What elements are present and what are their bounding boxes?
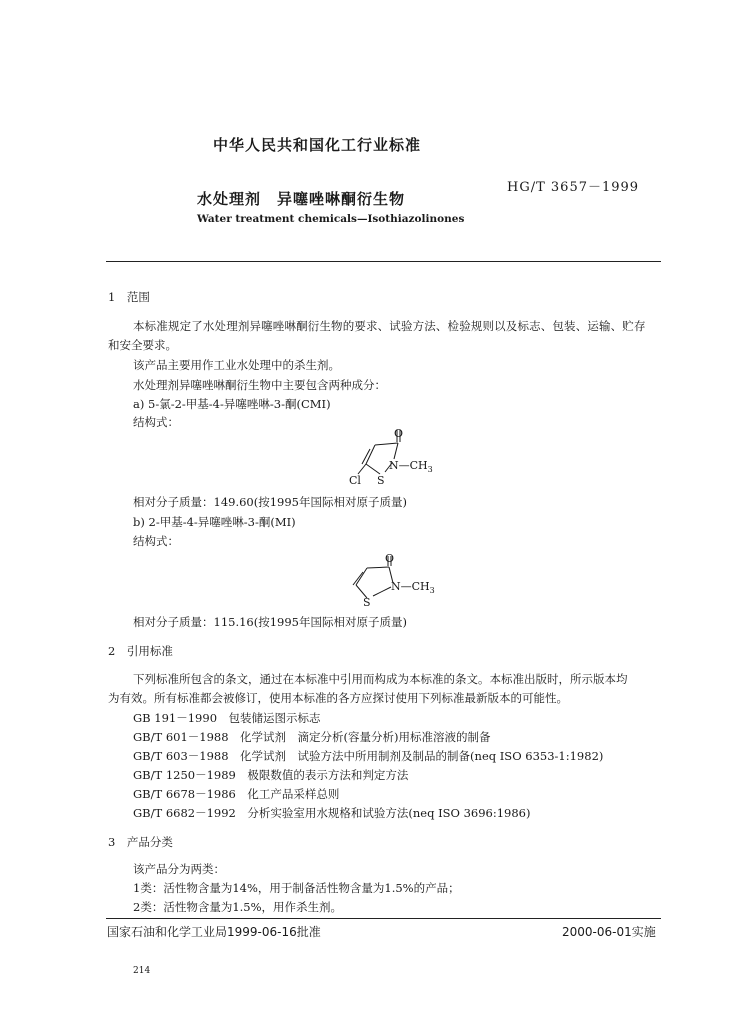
paragraph-line: 和安全要求。 (108, 338, 177, 352)
list-item: a) 5-氯-2-甲基-4-异噻唑啉-3-酮(CMI) (133, 397, 331, 411)
molecular-mass: 相对分子质量：149.60(按1995年国际相对原子质量) (133, 495, 407, 509)
reference-item: GB/T 6682－1992 分析实验室用水规格和试验方法(neq ISO 3696:1986) (133, 806, 531, 820)
subscript: 3 (429, 586, 435, 595)
atom-n-text: N—CH (391, 580, 430, 593)
doc-title-cn: 水处理剂 异噻唑啉酮衍生物 (197, 190, 406, 208)
page-number: 214 (133, 966, 151, 976)
paragraph-line: 该产品主要用作工业水处理中的杀生剂。 (133, 358, 340, 372)
paragraph-line: 下列标准所包含的条文，通过在本标准中引用而构成为本标准的条文。本标准出版时，所示版本均 (133, 672, 628, 686)
org-title: 中华人民共和国化工行业标准 (213, 136, 422, 154)
structure-label: 结构式： (133, 415, 179, 429)
paragraph-line: 该产品分为两类： (133, 862, 225, 876)
header-rule (106, 261, 661, 262)
paragraph-line: 2类：活性物含量为1.5%，用作杀生剂。 (133, 900, 343, 914)
approval-date: 国家石油和化学工业局1999-06-16批准 (107, 925, 321, 939)
atom-n-ch3 (389, 459, 433, 474)
subscript: 3 (427, 465, 433, 474)
atom-o: O (385, 552, 395, 565)
atom-cl: Cl (349, 474, 361, 487)
mi-structure-diagram (325, 548, 445, 618)
atom-s: S (377, 474, 385, 487)
reference-item: GB/T 6678－1986 化工产品采样总则 (133, 787, 340, 801)
reference-item: GB/T 601－1988 化学试剂 滴定分析(容量分析)用标准溶液的制备 (133, 730, 491, 744)
effective-date: 2000-06-01实施 (562, 925, 656, 939)
paragraph-line: 为有效。所有标准都会被修订，使用本标准的各方应探讨使用下列标准最新版本的可能性。 (108, 691, 568, 705)
section-heading: 1 范围 (108, 290, 150, 304)
section-heading: 2 引用标准 (108, 644, 173, 658)
molecular-mass: 相对分子质量：115.16(按1995年国际相对原子质量) (133, 615, 407, 629)
cmi-structure-diagram (325, 426, 445, 496)
paragraph-line: 1类：活性物含量为14%，用于制备活性物含量为1.5%的产品； (133, 881, 460, 895)
atom-s: S (363, 596, 371, 609)
atom-n-ch3 (391, 580, 435, 595)
reference-item: GB 191－1990 包装储运图示标志 (133, 711, 321, 725)
structure-label: 结构式： (133, 534, 179, 548)
list-item: b) 2-甲基-4-异噻唑啉-3-酮(MI) (133, 515, 296, 529)
section-heading: 3 产品分类 (108, 835, 173, 849)
atom-n-text: N—CH (389, 459, 428, 472)
paragraph-line: 本标准规定了水处理剂异噻唑啉酮衍生物的要求、试验方法、检验规则以及标志、包装、运输、贮存 (133, 319, 646, 333)
atom-o: O (394, 427, 404, 440)
doc-title-en: Water treatment chemicals—Isothiazolinones (197, 213, 465, 225)
reference-item: GB/T 603－1988 化学试剂 试验方法中所用制剂及制品的制备(neq ISO 6353-1:1982) (133, 749, 604, 763)
footer-rule (106, 918, 661, 919)
reference-item: GB/T 1250－1989 极限数值的表示方法和判定方法 (133, 768, 409, 782)
paragraph-line: 水处理剂异噻唑啉酮衍生物中主要包含两种成分： (133, 378, 386, 392)
standard-code: HG/T 3657－1999 (507, 180, 640, 195)
